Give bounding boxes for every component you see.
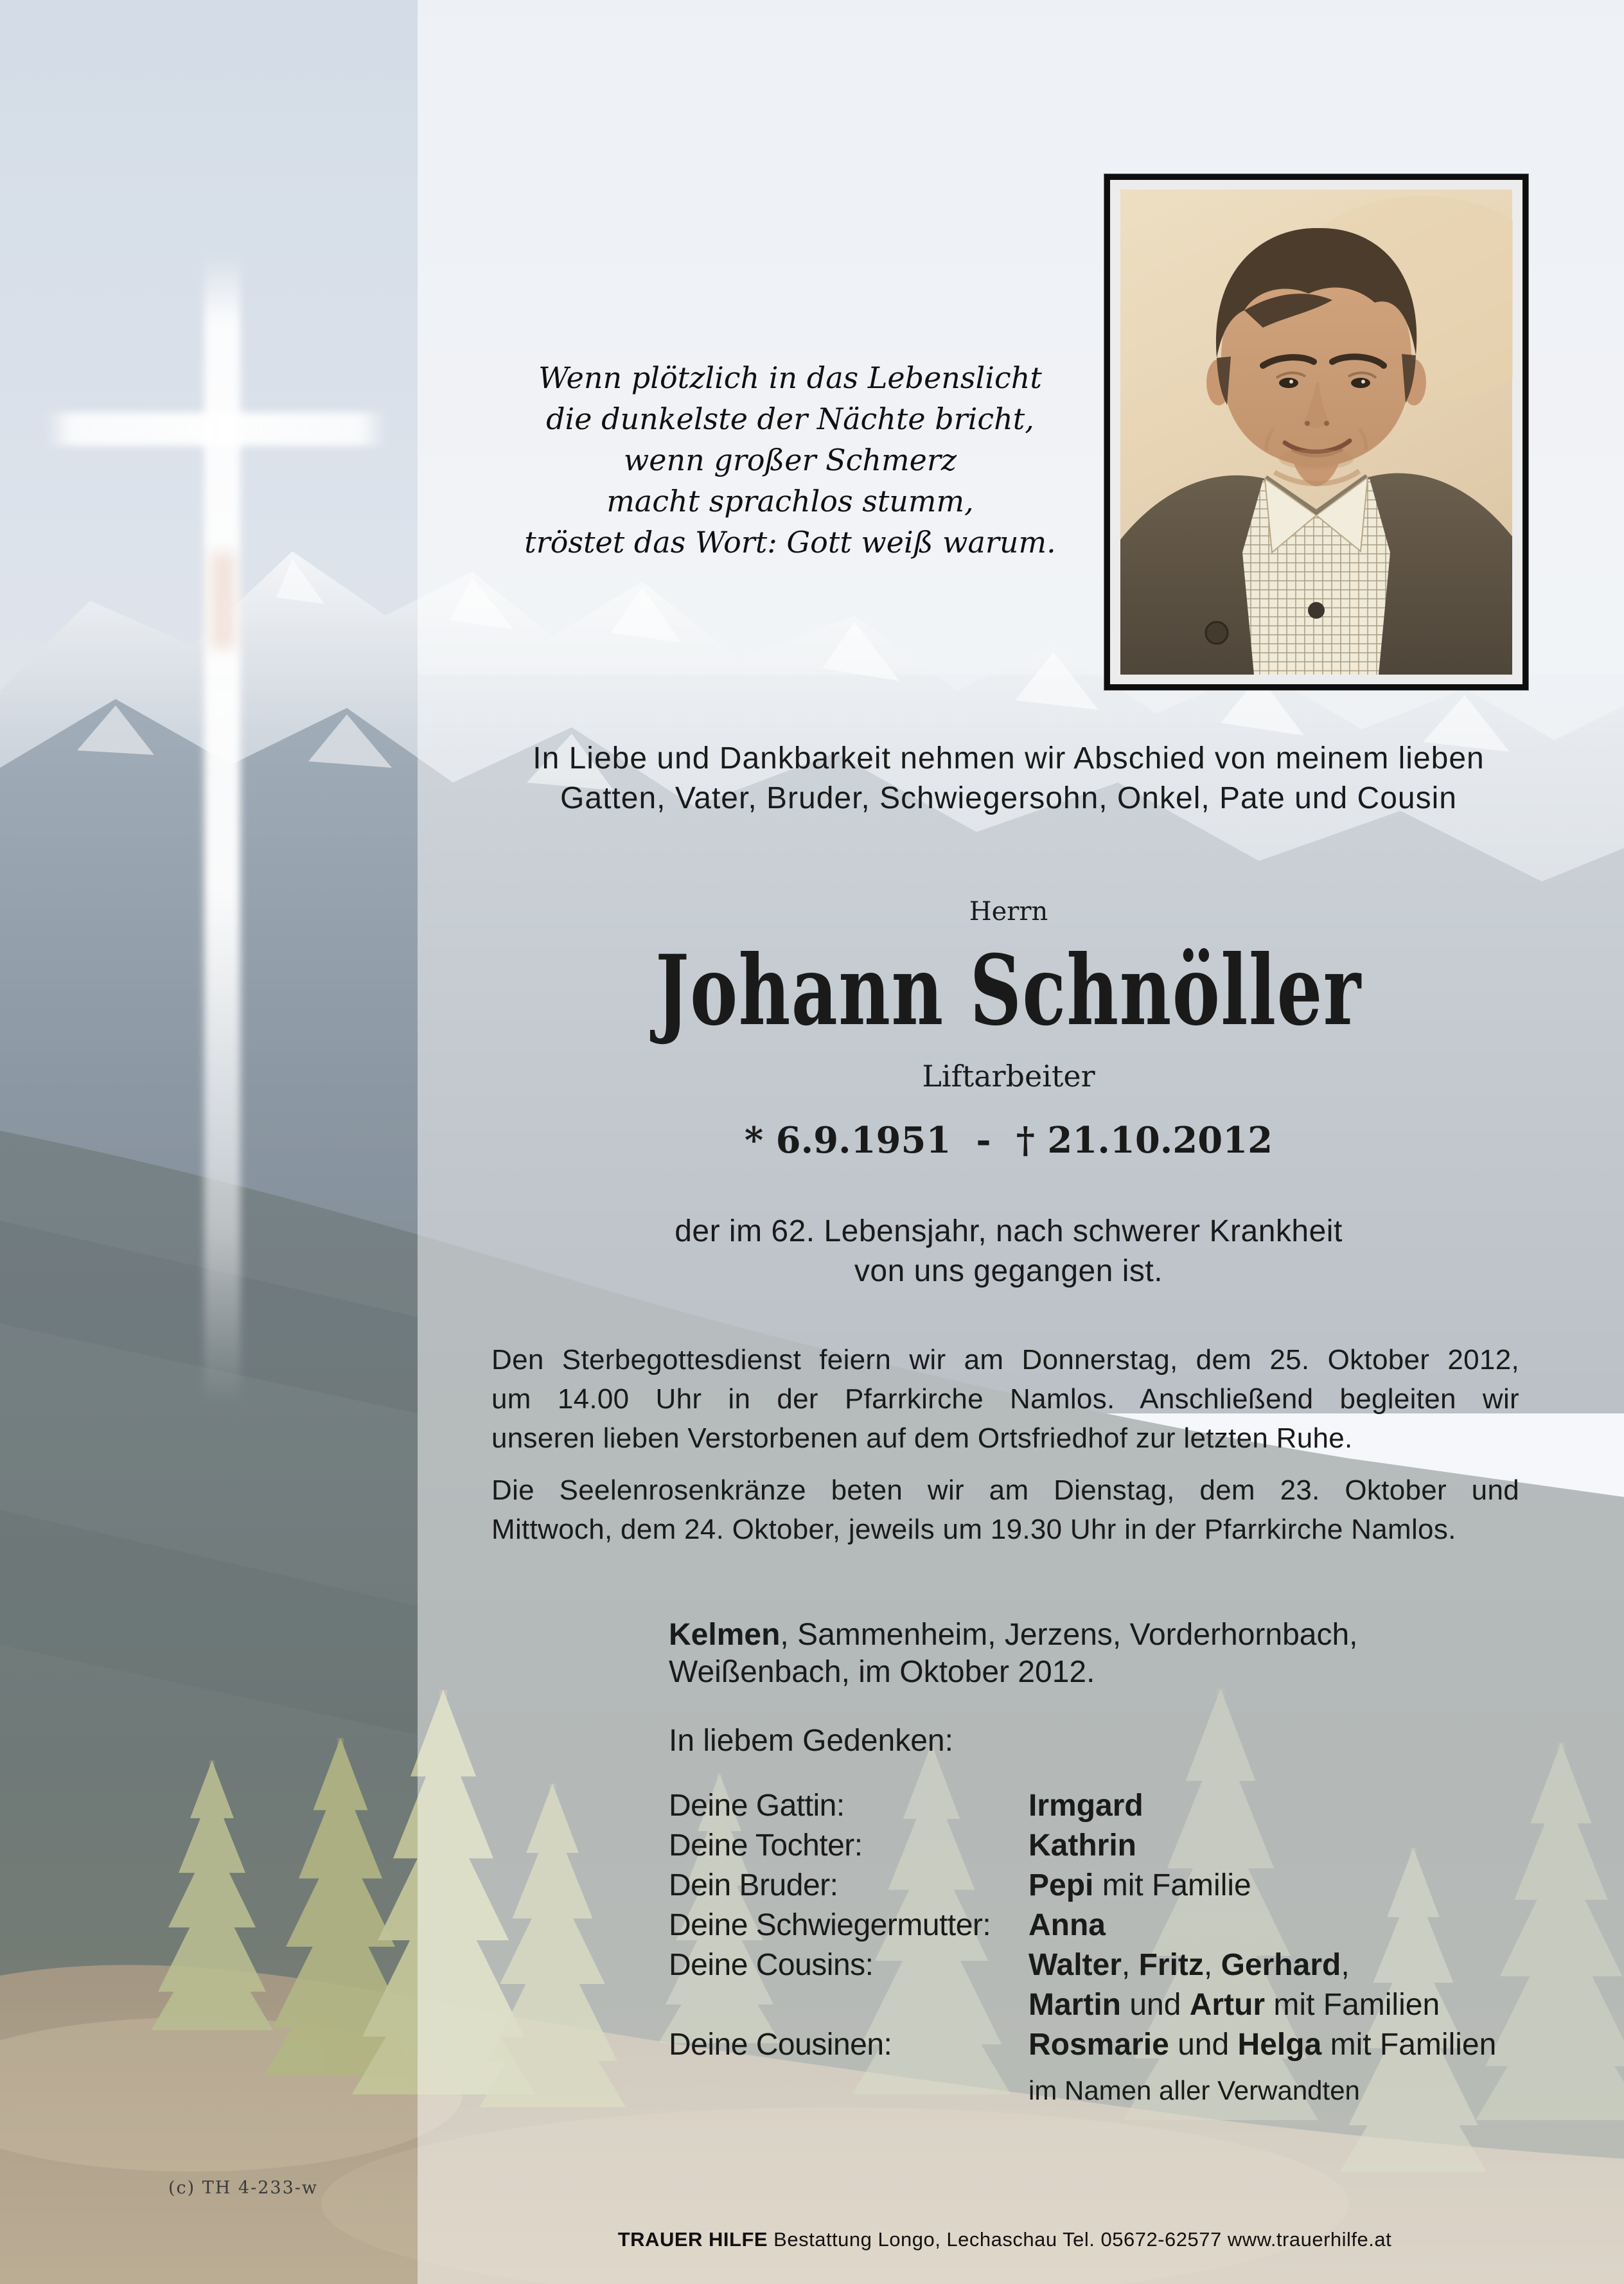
relation-names: Kathrin (1028, 1828, 1136, 1863)
relation-label: Deine Cousinen: (669, 2028, 892, 2062)
passing-line: von uns gegangen ist. (854, 1254, 1163, 1288)
relation-label: Deine Cousins: (669, 1948, 874, 1982)
rosary-paragraph (491, 1471, 1519, 1549)
origin-line: Weißenbach, im Oktober 2012. (669, 1655, 1095, 1689)
relation-label: Deine Tochter: (669, 1828, 863, 1863)
rosary-line: Die Seelenrosenkränze beten wir am Dienstag, dem 23. Oktober und (491, 1474, 1519, 1506)
relation-names: Anna (1028, 1908, 1106, 1942)
remembrance-row (669, 1947, 1542, 1987)
remembrance-row (669, 1787, 1542, 1827)
poem-line: die dunkelste der Nächte bricht, (546, 402, 1034, 436)
passing-line: der im 62. Lebensjahr, nach schwerer Krankheit (675, 1214, 1343, 1248)
announcement-line: In Liebe und Dankbarkeit nehmen wir Abschied von meinem lieben (533, 741, 1485, 775)
service-paragraph (491, 1340, 1519, 1458)
relation-names: Martin und Artur mit Familien (1028, 1988, 1440, 2022)
poem-line: tröstet das Wort: Gott weiß warum. (524, 525, 1056, 560)
relation-label: Deine Schwiegermutter: (669, 1908, 991, 1942)
remembrance-row (669, 2026, 1542, 2066)
poem-line: macht sprachlos stumm, (606, 484, 974, 518)
relation-names: Pepi mit Familie (1028, 1868, 1251, 1902)
remembrance-row (669, 1867, 1542, 1907)
relation-names: Rosmarie und Helga mit Familien (1028, 2028, 1497, 2062)
remembrance-row (669, 1827, 1542, 1867)
service-line: um 14.00 Uhr in der Pfarrkirche Namlos. Anschließend begleiten wir (491, 1383, 1519, 1415)
origin-line: Kelmen, Sammenheim, Jerzens, Vorderhornbach, (669, 1618, 1358, 1652)
remembrance-closing: im Namen aller Verwandten (1028, 2075, 1360, 2105)
birth-death-dates: * 6.9.1951 - † 21.10.2012 (744, 1119, 1273, 1162)
remembrance-row (669, 1987, 1542, 2026)
remembrance-heading: In liebem Gedenken: (669, 1724, 953, 1758)
portrait-photo (1104, 174, 1528, 690)
profession: Liftarbeiter (922, 1059, 1095, 1093)
passing-text (495, 1212, 1522, 1291)
remembrance-list (669, 1787, 1542, 2066)
rosary-line: Mittwoch, dem 24. Oktober, jeweils um 19.30 Uhr in der Pfarrkirche Namlos. (491, 1514, 1456, 1545)
relation-names: Walter, Fritz, Gerhard, (1028, 1948, 1350, 1982)
relation-label (669, 1987, 1028, 2026)
salutation: Herrn (969, 897, 1048, 926)
poem-line: Wenn plötzlich in das Lebenslicht (538, 360, 1042, 395)
portrait-of-deceased (1120, 190, 1513, 675)
card-reference-number: (c) TH 4-233-w (168, 2178, 318, 2198)
relation-label: Deine Gattin: (669, 1789, 845, 1823)
remembrance-row (669, 1907, 1542, 1947)
poem-line: wenn großer Schmerz (623, 443, 957, 477)
relation-label: Dein Bruder: (669, 1868, 838, 1902)
announcement-line: Gatten, Vater, Bruder, Schwiegersohn, Onkel, Pate und Cousin (560, 781, 1457, 815)
announcement (495, 739, 1522, 819)
relation-names: Irmgard (1028, 1789, 1143, 1823)
service-line: Den Sterbegottesdienst feiern wir am Donnerstag, dem 25. Oktober 2012, (491, 1344, 1519, 1376)
funeral-home-footer: TRAUER HILFE Bestattung Longo, Lechaschau Tel. 05672-62577 www.trauerhilfe.at (617, 2228, 1392, 2251)
deceased-name: Johann Schnöller (655, 934, 1362, 1047)
origin-block (669, 1616, 1358, 1691)
service-line: unseren lieben Verstorbenen auf dem Ortsfriedhof zur letzten Ruhe. (491, 1422, 1353, 1454)
